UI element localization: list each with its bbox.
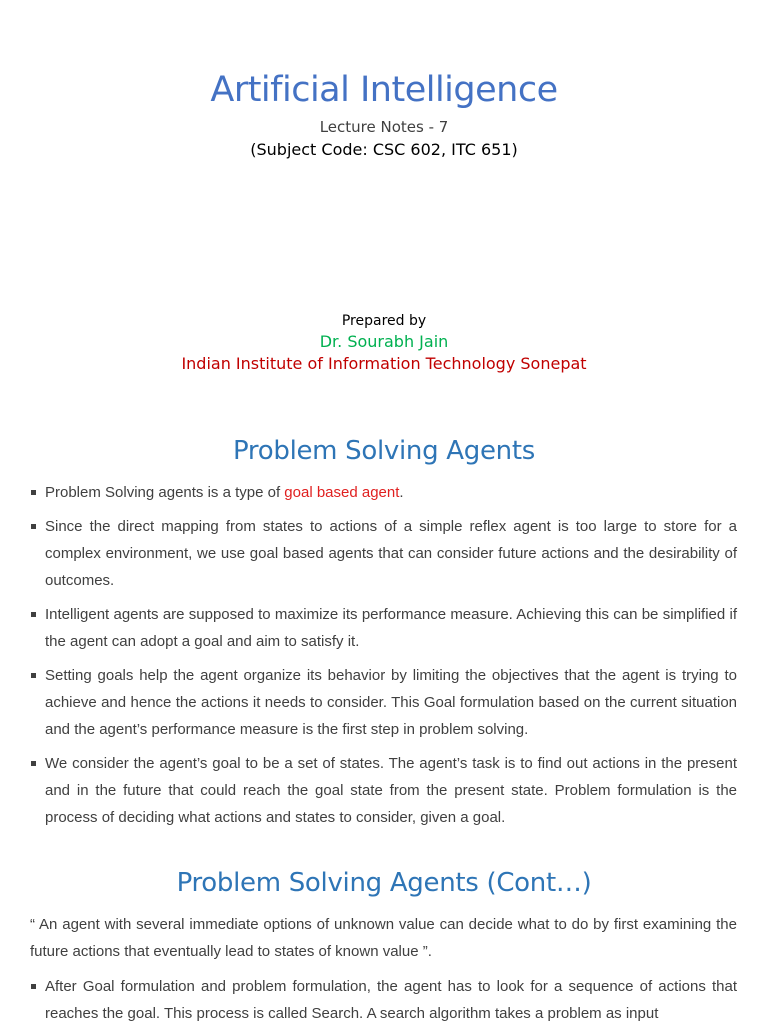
bullet-text: .	[399, 484, 404, 501]
list-item	[30, 479, 737, 506]
quote-paragraph: “ An agent with several immediate options of unknown value can decide what to do by first examining the future actions that eventually lead to states of known value ”.	[30, 916, 737, 960]
bullet-text: We consider the agent’s goal to be a set of states. The agent’s task is to find out actions in the present and in the future that could reach the goal state from the present state. Problem formulation is the process of deciding what actions and states to consider, given a goal.	[45, 755, 737, 826]
square-bullet-icon	[31, 984, 36, 989]
square-bullet-icon	[31, 524, 36, 529]
section-title-problem-solving-agents: Problem Solving Agents	[233, 436, 535, 466]
square-bullet-icon	[31, 673, 36, 678]
list-item	[30, 750, 737, 831]
bullet-text: Setting goals help the agent organize its behavior by limiting the objectives that the agent is trying to achieve and hence the actions it needs to consider. This Goal formulation based on the current situation and the agent’s performance measure is the first step in problem solving.	[45, 667, 737, 738]
section1-bullet-list	[30, 479, 737, 838]
list-item	[30, 973, 737, 1027]
list-item	[30, 601, 737, 655]
lecture-number: Lecture Notes - 7	[319, 118, 449, 136]
institute-name: Indian Institute of Information Technology Sonepat	[181, 354, 587, 373]
list-item	[30, 513, 737, 594]
subject-code: (Subject Code: CSC 602, ITC 651)	[250, 140, 518, 159]
bullet-text: Since the direct mapping from states to actions of a simple reflex agent is too large to store for a complex environment, we use goal based agents that can consider future actions and the desirability of outcomes.	[45, 518, 737, 589]
bullet-text: Intelligent agents are supposed to maximize its performance measure. Achieving this can be simplified if the agent can adopt a goal and aim to satisfy it.	[45, 606, 737, 650]
highlight-text: goal based agent	[284, 484, 400, 501]
list-item	[30, 662, 737, 743]
square-bullet-icon	[31, 612, 36, 617]
bullet-text: After Goal formulation and problem formulation, the agent has to look for a sequence of actions that reaches the goal. This process is called Search. A search algorithm takes a problem as input	[45, 978, 737, 1022]
author-name: Dr. Sourabh Jain	[319, 332, 449, 351]
bullet-text: Problem Solving agents is a type of	[45, 484, 285, 501]
document-title: Artificial Intelligence	[210, 70, 558, 110]
prepared-by-label: Prepared by	[341, 313, 427, 329]
section-title-problem-solving-agents-cont: Problem Solving Agents (Cont…)	[176, 868, 592, 898]
square-bullet-icon	[31, 761, 36, 766]
square-bullet-icon	[31, 490, 36, 495]
section2-bullet-list	[30, 973, 737, 1034]
